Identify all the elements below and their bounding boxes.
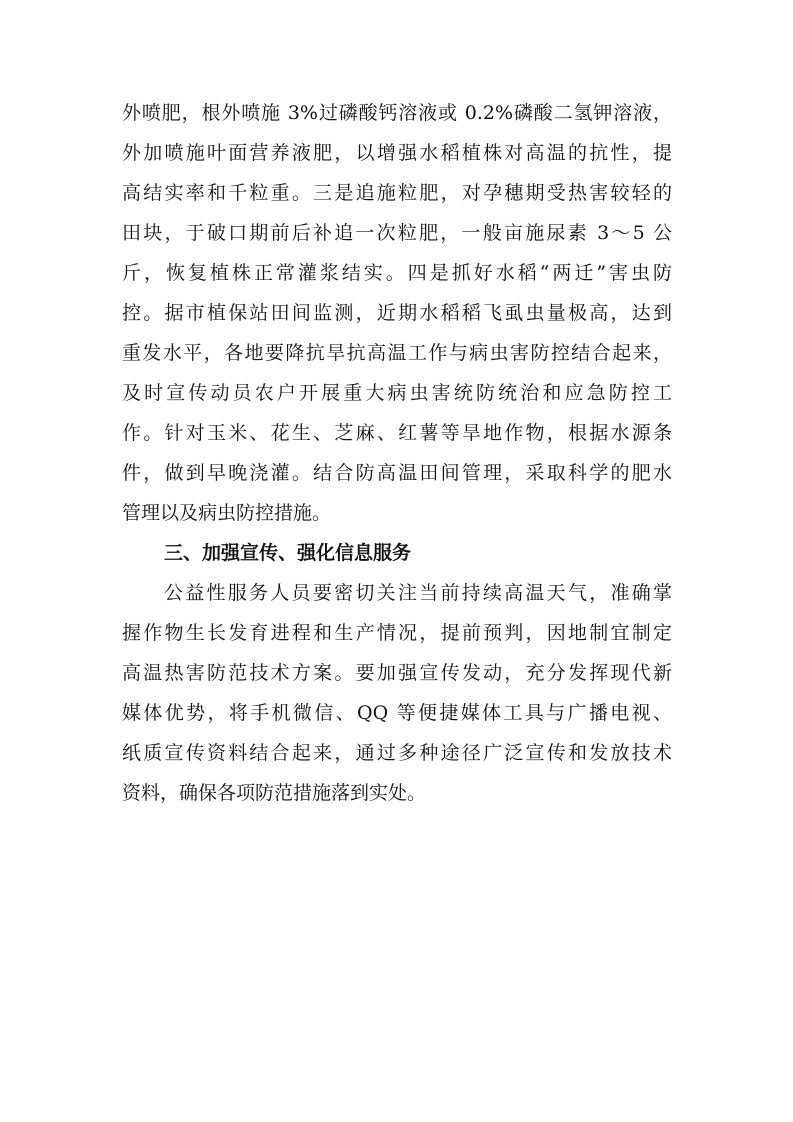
paragraph-line: 高结实率和千粒重。三是追施粒肥，对孕穗期受热害较轻的 xyxy=(122,182,672,204)
paragraph-line: 控。据市植保站田间监测，近期水稻稻飞虱虫量极高，达到 xyxy=(122,302,672,324)
paragraph-line: 作。针对玉米、花生、芝麻、红薯等旱地作物，根据水源条 xyxy=(122,422,672,444)
section-paragraph-line: 握作物生长发育进程和生产情况，提前预判，因地制宜制定 xyxy=(122,622,672,644)
section-paragraph-line-last: 资料，确保各项防范措施落到实处。 xyxy=(122,782,427,804)
paragraph-line: 田块，于破口期前后补追一次粒肥，一般亩施尿素 3～5 公 xyxy=(122,222,672,244)
paragraph-line: 件，做到早晚浇灌。结合防高温田间管理，采取科学的肥水 xyxy=(122,462,672,484)
paragraph-line: 斤，恢复植株正常灌浆结实。四是抓好水稻“两迁”害虫防 xyxy=(122,262,672,284)
section-paragraph-line: 纸质宣传资料结合起来，通过多种途径广泛宣传和发放技术 xyxy=(122,742,672,764)
paragraph-line-last: 管理以及病虫防控措施。 xyxy=(122,502,332,524)
section-heading: 三、加强宣传、强化信息服务 xyxy=(164,542,412,564)
section-paragraph-line: 公益性服务人员要密切关注当前持续高温天气，准确掌 xyxy=(164,582,672,604)
paragraph-line: 外加喷施叶面营养液肥，以增强水稻植株对高温的抗性，提 xyxy=(122,142,672,164)
section-paragraph-line: 高温热害防范技术方案。要加强宣传发动，充分发挥现代新 xyxy=(122,662,672,684)
section-paragraph-line: 媒体优势，将手机微信、QQ 等便捷媒体工具与广播电视、 xyxy=(122,702,672,724)
paragraph-line: 及时宣传动员农户开展重大病虫害统防统治和应急防控工 xyxy=(122,382,672,404)
paragraph-line: 重发水平，各地要降抗旱抗高温工作与病虫害防控结合起来， xyxy=(122,342,672,364)
paragraph-line: 外喷肥，根外喷施 3%过磷酸钙溶液或 0.2%磷酸二氢钾溶液， xyxy=(122,102,672,124)
